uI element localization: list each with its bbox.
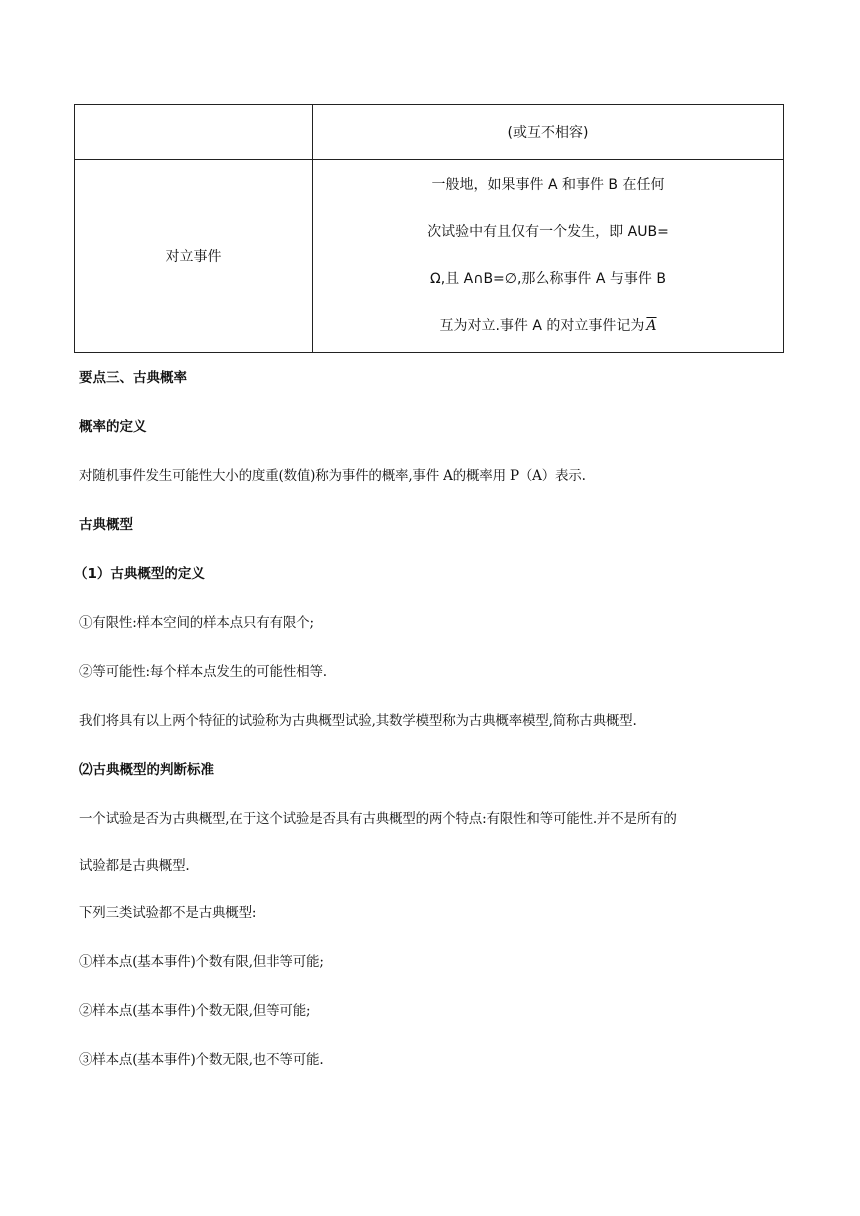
criterion-paragraph: 试验都是古典概型.: [79, 858, 190, 874]
table-cell-definition: [313, 160, 784, 353]
definition-line: [439, 303, 656, 350]
list-item: ①样本点(基本事件)个数有限,但非等可能;: [79, 954, 324, 970]
list-item: ②等可能性:每个样本点发生的可能性相等.: [79, 664, 327, 680]
table-row: [75, 105, 784, 160]
section-heading: 要点三、古典概率: [79, 370, 187, 386]
table-cell-right: (或互不相容): [313, 105, 784, 160]
subsection-title: （1）古典概型的定义: [74, 566, 205, 582]
list-item: ①有限性:样本空间的样本点只有有限个;: [79, 615, 314, 631]
list-intro: 下列三类试验都不是古典概型:: [79, 905, 257, 921]
definition-paragraph: 对随机事件发生可能性大小的度重(数值)称为事件的概率,事件 A的概率用 P（A）表示.: [79, 468, 586, 484]
definition-line-text: 互为对立.事件 A 的对立事件记为: [439, 318, 645, 334]
definitions-table: [74, 104, 784, 353]
table-cell-term: 对立事件: [75, 160, 313, 353]
definition-line: Ω,且 A∩B=∅,那么称事件 A 与事件 B: [430, 271, 666, 287]
table-cell-left: [75, 105, 313, 160]
complement-a-symbol: $\overline{A}$: [646, 318, 657, 334]
list-item: ③样本点(基本事件)个数无限,也不等可能.: [79, 1052, 324, 1068]
subheading-classical: 古典概型: [79, 517, 133, 533]
list-item: ②样本点(基本事件)个数无限,但等可能;: [79, 1003, 311, 1019]
subsection-title: ⑵古典概型的判断标准: [79, 762, 214, 778]
definition-line: 一般地，如果事件 A 和事件 B 在任何: [431, 177, 665, 193]
table-row: [75, 160, 784, 353]
summary-paragraph: 我们将具有以上两个特征的试验称为古典概型试验,其数学模型称为古典概率模型,简称古典概型.: [79, 713, 637, 729]
definition-line: 次试验中有且仅有一个发生，即 AUB=: [427, 224, 669, 240]
criterion-paragraph: 一个试验是否为古典概型,在于这个试验是否具有古典概型的两个特点:有限性和等可能性.并不是所有的: [79, 811, 677, 827]
subheading-definition: 概率的定义: [79, 419, 147, 435]
